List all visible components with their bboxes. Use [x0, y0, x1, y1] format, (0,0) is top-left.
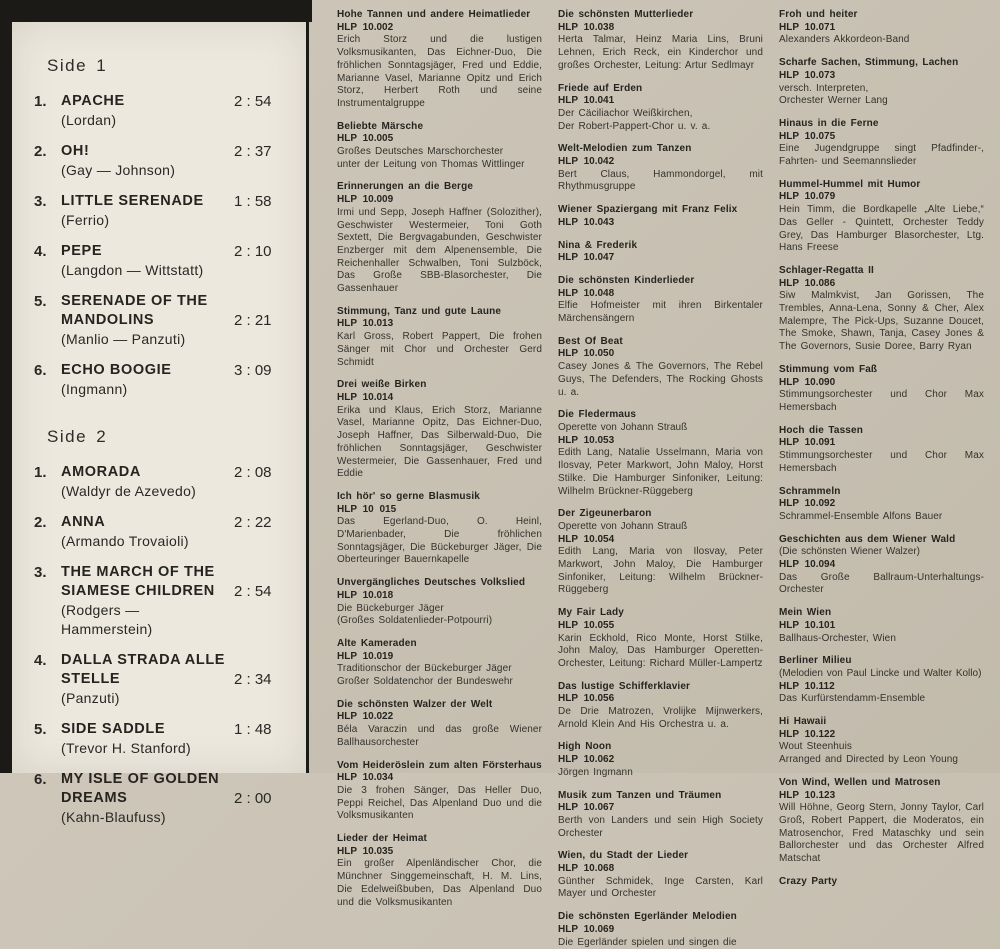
album-title: Crazy Party: [779, 875, 838, 887]
album-title: Welt-Melodien zum Tanzen: [558, 143, 692, 155]
tracklist-panel: [12, 22, 306, 825]
track-composer: (Ferrio): [61, 212, 110, 228]
track-time: 1 : 48: [234, 721, 272, 738]
album-artists: [337, 603, 542, 628]
album-artists: [558, 34, 763, 72]
catalog-entry: [337, 577, 542, 628]
artists-line: Eine Jugendgruppe singt Pfadfinder-, Fahrten- und Seemannslieder: [779, 143, 984, 168]
catalog-entry: [558, 83, 763, 134]
track-time: 2 : 21: [234, 312, 272, 329]
track-composer: (Waldyr de Azevedo): [61, 483, 197, 499]
album-artists: [558, 300, 763, 325]
artists-line: Der Robert-Pappert-Chor u. v. a.: [558, 120, 711, 132]
catalog-number: HLP 10.009: [337, 194, 394, 206]
track-row: [34, 770, 286, 827]
catalog-entry: [779, 716, 984, 767]
track-number: 6.: [34, 771, 47, 788]
catalog-entry: [779, 364, 984, 415]
track-title: ECHO BOOGIE: [61, 362, 172, 378]
album-artists: [558, 937, 763, 949]
track-info: [61, 720, 234, 758]
catalog-entry: [337, 760, 542, 824]
album-title: Erinnerungen an die Berge: [337, 181, 474, 193]
track-row: [34, 192, 286, 230]
track-title: THE MARCH OF THE SIAMESE CHILDREN: [61, 564, 215, 599]
catalog-entry: [558, 911, 763, 949]
artists-line: Elfie Hofmeister mit ihren Birkentaler Märchensängern: [558, 300, 763, 325]
album-artists: [558, 361, 763, 399]
artists-line: Orchester Werner Lang: [779, 95, 888, 107]
catalog-number: HLP 10.034: [337, 772, 394, 784]
side-label: Side 1: [47, 56, 108, 75]
track-row: [34, 651, 286, 708]
catalog-entry: [779, 655, 984, 706]
artists-line: Stimmungsorchester und Chor Max Hemersbach: [779, 450, 984, 474]
track-row: [34, 513, 286, 551]
catalog-number: HLP 10.123: [779, 789, 836, 801]
album-artists: [779, 572, 984, 597]
artists-line: Das Egerland-Duo, O. Heinl, D'Marienbader, Die fröhlichen Sonntagsjäger, Die Bückeburger Jäger, Die Oberteuringer Bauernkapelle: [337, 516, 542, 566]
track-title: MY ISLE OF GOLDEN DREAMS: [61, 771, 220, 806]
track-composer: (Ingmann): [61, 381, 128, 397]
track-composer: (Kahn-Blaufuss): [61, 809, 166, 825]
album-artists: [337, 785, 542, 823]
catalog-entry: [779, 534, 984, 598]
album-artists: [779, 693, 984, 706]
track-time: 2 : 00: [234, 790, 272, 807]
tracklist: [34, 56, 286, 827]
album-title: Scharfe Sachen, Stimmung, Lachen: [779, 57, 959, 69]
catalog-entry: [337, 491, 542, 567]
track-time: 3 : 09: [234, 362, 272, 379]
track-number: 2.: [34, 143, 47, 160]
panel-divider-line: [306, 0, 309, 773]
track-row: [34, 92, 286, 130]
album-artists: [337, 724, 542, 749]
catalog-number: HLP 10.091: [779, 437, 836, 449]
catalog-entry: [779, 265, 984, 354]
album-artists: [779, 83, 984, 108]
track-number: 5.: [34, 721, 47, 738]
artists-line: Großer Soldatenchor der Bundeswehr: [337, 676, 513, 688]
artists-line: Arranged and Directed by Leon Young: [779, 754, 959, 766]
album-title: Vom Heideröslein zum alten Försterhaus: [337, 759, 542, 771]
album-artists: [337, 516, 542, 567]
track-composer: (Lordan): [61, 112, 117, 128]
catalog-number: HLP 10.067: [558, 802, 615, 814]
album-title: Der Zigeunerbaron: [558, 508, 652, 520]
album-title: Hoch die Tassen: [779, 424, 863, 436]
album-title: High Noon: [558, 741, 612, 753]
catalog-column-3: [779, 9, 984, 887]
catalog-entry: [558, 508, 763, 597]
artists-line: (Großes Soldatenlieder-Potpourri): [337, 615, 493, 627]
album-title: Lieder der Heimat: [337, 833, 428, 845]
album-title: Ich hör' so gerne Blasmusik: [337, 490, 481, 502]
artists-line: Casey Jones & The Governors, The Rebel Guys, The Defenders, The Rocking Ghosts u. a.: [558, 361, 763, 398]
artists-line: Béla Varaczin und das große Wiener Ballhausorchester: [337, 724, 542, 748]
album-title: Geschichten aus dem Wiener Wald: [779, 533, 956, 545]
track-title: PEPE: [61, 243, 103, 259]
track-time: 1 : 58: [234, 193, 272, 210]
catalog-number: HLP 10.002: [337, 21, 394, 33]
catalog-entry: [558, 204, 763, 229]
album-artists: [558, 633, 763, 671]
track-composer: (Gay — Johnson): [61, 162, 176, 178]
artists-line: Die 3 frohen Sänger, Das Heller Duo, Peppi Reichel, Das Alpenland Duo und die Volksmusikanten: [337, 784, 542, 822]
album-title: My Fair Lady: [558, 607, 624, 619]
track-info: [61, 192, 234, 230]
album-title: Unvergängliches Deutsches Volkslied: [337, 577, 526, 589]
track-title: DALLA STRADA ALLE STELLE: [61, 652, 226, 687]
catalog-entry: [779, 118, 984, 169]
album-title: Hi Hawaii: [779, 716, 827, 728]
catalog-number: HLP 10.047: [558, 252, 615, 264]
track-number: 4.: [34, 652, 47, 669]
album-title: Die schönsten Mutterlieder: [558, 9, 694, 20]
album-title: Froh und heiter: [779, 9, 858, 20]
catalog-entry: [779, 607, 984, 645]
track-composer: (Manlio — Panzuti): [61, 331, 186, 347]
track-time: 2 : 54: [234, 93, 272, 110]
album-artists: [558, 815, 763, 840]
album-title: Hinaus in die Ferne: [779, 117, 879, 129]
album-title: Von Wind, Wellen und Matrosen: [779, 776, 941, 788]
track-info: [61, 242, 234, 280]
artists-line: Der Cäciliachor Weißkirchen,: [558, 107, 693, 119]
artists-line: Edith Lang, Natalie Usselmann, Maria von Ilosvay, Peter Markwort, John Maloy, Horst Stilke. Die Hamburger Sinfoniker, Leitung: Wilhelm Brückner-Rüggeberg: [558, 447, 763, 497]
track-row: [34, 142, 286, 180]
catalog-entry: [558, 790, 763, 841]
track-row: [34, 361, 286, 399]
catalog-number: HLP 10.055: [558, 619, 615, 631]
album-artists: [337, 858, 542, 909]
catalog-entry: [337, 699, 542, 750]
album-title: Die schönsten Walzer der Welt: [337, 698, 493, 710]
track-info: [61, 142, 234, 180]
track-title: ANNA: [61, 514, 106, 530]
catalog-entry: [558, 850, 763, 901]
album-title: Musik zum Tanzen und Träumen: [558, 789, 722, 801]
catalog-entry: [558, 275, 763, 326]
artists-line: Ein großer Alpenländischer Chor, die Münchner Singgemeinschaft, H. M. Lins, Die Edelweißbuben, Das Alpenland Duo und die Volksmusikanten: [337, 858, 542, 908]
album-artists: [779, 450, 984, 475]
track-info: [61, 292, 234, 349]
catalog-number: HLP 10.053: [558, 434, 615, 446]
artists-line: versch. Interpreten,: [779, 82, 869, 94]
catalog-number: HLP 10.050: [558, 348, 615, 360]
catalog-entry: [558, 336, 763, 400]
catalog-entry: [779, 425, 984, 476]
catalog-entry: [558, 741, 763, 779]
track-number: 6.: [34, 362, 47, 379]
catalog-entry: [779, 57, 984, 108]
catalog-column-1: [337, 9, 542, 908]
artists-line: Herta Talmar, Heinz Maria Lins, Bruni Lehnen, Erich Reck, ein Kinderchor und großes Orchester, Leitung: Artur Sedlmayr: [558, 34, 763, 71]
catalog-columns: [337, 0, 1000, 948]
catalog-number: HLP 10.062: [558, 754, 615, 766]
catalog-number: HLP 10.013: [337, 318, 394, 330]
album-artists: [779, 204, 984, 255]
album-artists: [558, 706, 763, 731]
catalog-number: HLP 10.048: [558, 287, 615, 299]
album-artists: [779, 143, 984, 168]
album-artists: [779, 741, 984, 766]
catalog-entry: [337, 181, 542, 295]
album-title: Die schönsten Kinderlieder: [558, 274, 695, 286]
track-row: [34, 563, 286, 639]
catalog-number: HLP 10.018: [337, 589, 394, 601]
track-number: 3.: [34, 564, 47, 581]
catalog-number: HLP 10.054: [558, 533, 615, 545]
artists-line: Will Höhne, Georg Stern, Jonny Taylor, Carl Groß, Robert Pappert, die Moderatos, ein Matrosenchor, Fred Mataschky und sein Ballorchester und das Orchester Alfred Matschat: [779, 802, 984, 865]
track-number: 3.: [34, 193, 47, 210]
track-title: SERENADE OF THE MANDOLINS: [61, 293, 208, 328]
catalog-entry: [558, 409, 763, 498]
album-title: Wiener Spaziergang mit Franz Felix: [558, 204, 738, 216]
album-subtitle: (Melodien von Paul Lincke und Walter Kollo): [779, 667, 982, 679]
catalog-number: HLP 10.068: [558, 863, 615, 875]
artists-line: Siw Malmkvist, Jan Gorissen, The Trembles, Anna-Lena, Sonny & Cher, Alex Malempre, The Pick-Ups, Suzanne Doucet, The Smoke, Shawn, Tanja, Casey Jones & The Governors, Susie Doree, Barry Ryan: [779, 290, 984, 353]
album-artists: [779, 290, 984, 354]
artists-line: Stimmungsorchester und Chor Max Hemersbach: [779, 389, 984, 413]
catalog-entry: [779, 777, 984, 866]
track-time: 2 : 54: [234, 583, 272, 600]
catalog-number: HLP 10.079: [779, 191, 836, 203]
track-info: [61, 513, 234, 551]
track-number: 1.: [34, 93, 47, 110]
album-title: Drei weiße Birken: [337, 379, 427, 391]
catalog-number: HLP 10.112: [779, 680, 835, 692]
catalog-entry: [558, 681, 763, 732]
track-composer: (Langdon — Wittstatt): [61, 262, 204, 278]
artists-line: Edith Lang, Maria von Ilosvay, Peter Markwort, John Maloy, Die Hamburger Sinfoniker, Leitung: Wilhelm Brückner-Rüggeberg: [558, 546, 763, 596]
artists-line: Schrammel-Ensemble Alfons Bauer: [779, 510, 943, 522]
album-artists: [779, 34, 984, 47]
album-subtitle: Operette von Johann Strauß: [558, 421, 688, 433]
track-title: LITTLE SERENADE: [61, 193, 204, 209]
album-title: Berliner Milieu: [779, 655, 852, 667]
catalog-entry: [337, 121, 542, 172]
album-title: Alte Kameraden: [337, 637, 417, 649]
album-artists: [779, 511, 984, 524]
track-title: SIDE SADDLE: [61, 721, 166, 737]
album-artists: [337, 34, 542, 110]
catalog-number: HLP 10.014: [337, 391, 394, 403]
album-artists: [337, 331, 542, 369]
album-title: Stimmung vom Faß: [779, 363, 878, 375]
album-subtitle: (Die schönsten Wiener Walzer): [779, 546, 921, 558]
catalog-entry: [337, 379, 542, 481]
track-composer: (Rodgers — Hammerstein): [61, 602, 153, 637]
catalog-number: HLP 10 015: [337, 503, 397, 515]
artists-line: Die Egerländer spielen und singen die: [558, 936, 737, 948]
track-composer: (Trevor H. Stanford): [61, 740, 191, 756]
track-info: [61, 463, 234, 501]
catalog-entry: [779, 486, 984, 524]
album-title: Best Of Beat: [558, 335, 623, 347]
album-artists: [337, 207, 542, 296]
track-time: 2 : 37: [234, 143, 272, 160]
track-time: 2 : 10: [234, 243, 272, 260]
artists-line: Alexanders Akkordeon-Band: [779, 34, 910, 46]
artists-line: De Drie Matrozen, Vrolijke Mijnwerkers, Arnold Klein And His Orchestra u. a.: [558, 706, 763, 730]
track-composer: (Armando Trovaioli): [61, 533, 189, 549]
artists-line: Das Kurfürstendamm-Ensemble: [779, 693, 926, 705]
artists-line: Hein Timm, die Bordkapelle „Alte Liebe,“ Das Geller - Quintett, Orchester Teddy Grey, Das Hamburger Blasorchester, Ltg. Hans Freese: [779, 204, 984, 254]
track-composer: (Panzuti): [61, 690, 120, 706]
catalog-number: HLP 10.069: [558, 923, 615, 935]
catalog-entry: [337, 306, 542, 370]
catalog-number: HLP 10.035: [337, 845, 394, 857]
track-info: [61, 651, 234, 708]
album-title: Mein Wien: [779, 607, 832, 619]
catalog-entry: [337, 9, 542, 111]
artists-line: Erich Storz und die lustigen Volksmusikanten, Das Eichner-Duo, Die fröhlichen Sonntagsjäger, Fred und Eddie, Marianne Vasel, Marianne Opitz und Erich Storz, Herbert Roth und seine Instrumentalgruppe: [337, 34, 542, 109]
catalog-entry: [779, 9, 984, 47]
catalog-number: HLP 10.073: [779, 69, 836, 81]
album-title: Schlager-Regatta II: [779, 264, 874, 276]
album-title: Beliebte Märsche: [337, 120, 424, 132]
catalog-number: HLP 10.101: [779, 619, 836, 631]
album-artists: [558, 546, 763, 597]
track-number: 5.: [34, 293, 47, 310]
catalog-number: HLP 10.043: [558, 216, 615, 228]
album-title: Schrammeln: [779, 485, 841, 497]
artists-line: Berth von Landers und sein High Society Orchester: [558, 814, 763, 839]
catalog-entry: [337, 833, 542, 909]
artists-line: Bert Claus, Hammondorgel, mit Rhythmusgruppe: [558, 168, 763, 193]
track-number: 2.: [34, 514, 47, 531]
album-title: Hohe Tannen und andere Heimatlieder: [337, 9, 531, 20]
catalog-entry: [558, 240, 763, 265]
catalog-entry: [779, 876, 984, 889]
album-title: Wien, du Stadt der Lieder: [558, 850, 689, 862]
catalog-number: HLP 10.041: [558, 95, 615, 107]
catalog-number: HLP 10.019: [337, 650, 394, 662]
artists-line: Die Bückeburger Jäger: [337, 602, 444, 614]
catalog-number: HLP 10.038: [558, 21, 615, 33]
track-row: [34, 463, 286, 501]
album-artists: [558, 169, 763, 194]
album-artists: [779, 633, 984, 646]
album-subtitle: Operette von Johann Strauß: [558, 520, 688, 532]
album-artists: [558, 767, 763, 780]
track-time: 2 : 08: [234, 464, 272, 481]
artists-line: Karl Gross, Robert Pappert, Die frohen Sänger mit Chor und Orchester Gerd Schmidt: [337, 331, 542, 368]
track-time: 2 : 22: [234, 514, 272, 531]
album-title: Die schönsten Egerländer Melodien: [558, 911, 737, 923]
album-title: Friede auf Erden: [558, 82, 643, 94]
track-info: [61, 563, 234, 639]
artists-line: Jörgen Ingmann: [558, 766, 633, 778]
catalog-entry: [779, 179, 984, 255]
catalog-entry: [337, 638, 542, 689]
catalog-column-2: [558, 9, 763, 948]
sleeve-left-edge: [0, 0, 12, 773]
catalog-entry: [558, 9, 763, 73]
catalog-number: HLP 10.086: [779, 277, 836, 289]
catalog-number: HLP 10.005: [337, 133, 394, 145]
artists-line: Günther Schmidek, Inge Carsten, Karl Mayer und Orchester: [558, 875, 763, 900]
album-artists: [779, 802, 984, 866]
artists-line: unter der Leitung von Thomas Wittlinger: [337, 158, 525, 170]
album-title: Nina & Frederik: [558, 239, 638, 251]
track-row: [34, 292, 286, 349]
sleeve-top-edge: [0, 0, 312, 22]
catalog-number: HLP 10.094: [779, 559, 836, 571]
track-title: APACHE: [61, 93, 125, 109]
album-title: Die Fledermaus: [558, 409, 637, 421]
album-artists: [558, 447, 763, 498]
album-title: Hummel-Hummel mit Humor: [779, 178, 921, 190]
catalog-number: HLP 10.122: [779, 728, 836, 740]
track-title: OH!: [61, 143, 90, 159]
track-number: 1.: [34, 464, 47, 481]
track-row: [34, 720, 286, 758]
album-title: Stimmung, Tanz und gute Laune: [337, 305, 502, 317]
album-artists: [337, 146, 542, 171]
catalog-number: HLP 10.071: [779, 21, 836, 33]
artists-line: Das Große Ballraum-Unterhaltungs-Orchester: [779, 571, 984, 596]
catalog-number: HLP 10.056: [558, 693, 615, 705]
track-number: 4.: [34, 243, 47, 260]
side-section: [34, 427, 286, 827]
track-info: [61, 770, 234, 827]
artists-line: Ballhaus-Orchester, Wien: [779, 632, 896, 644]
track-time: 2 : 34: [234, 671, 272, 688]
catalog-number: HLP 10.090: [779, 376, 836, 388]
artists-line: Traditionschor der Bückeburger Jäger: [337, 663, 512, 675]
album-artists: [337, 405, 542, 481]
catalog-number: HLP 10.042: [558, 156, 615, 168]
catalog-number: HLP 10.022: [337, 711, 394, 723]
catalog-number: HLP 10.075: [779, 130, 836, 142]
side-label: Side 2: [47, 427, 108, 446]
album-artists: [337, 663, 542, 688]
album-title: Das lustige Schifferklavier: [558, 680, 691, 692]
artists-line: Großes Deutsches Marschorchester: [337, 146, 504, 158]
artists-line: Wout Steenhuis: [779, 741, 853, 753]
catalog-entry: [558, 143, 763, 194]
artists-line: Erika und Klaus, Erich Storz, Marianne Vasel, Marianne Opitz, Das Eichner-Duo, Joseph Haffner, Das Silberwald-Duo, Die fröhlichen Sonntagsjäger, Geschwister Westermeier, Die Gassenhauer, Fred und Eddie: [337, 404, 542, 480]
track-title: AMORADA: [61, 464, 141, 480]
track-row: [34, 242, 286, 280]
artists-line: Karin Eckhold, Rico Monte, Horst Stilke, John Maloy, Das Hamburger Operetten-Orchester, Leitung: Richard Müller-Lampertz: [558, 632, 763, 669]
track-info: [61, 361, 234, 399]
catalog-entry: [558, 607, 763, 671]
track-info: [61, 92, 234, 130]
album-artists: [779, 389, 984, 414]
album-artists: [558, 876, 763, 901]
artists-line: Irmi und Sepp, Joseph Haffner (Solozither), Geschwister Westermeier, Toni Goth Sextett, Die Bergvagabunden, Geschwister Enzberger mit dem Alpenensemble, Die Reichenhaller Schwalben, Toni Sulzböck, Das Große SBB-Blasorchester, Die Gassenhauer: [337, 206, 542, 295]
side-section: [34, 56, 286, 399]
catalog-number: HLP 10.092: [779, 498, 836, 510]
album-artists: [558, 108, 763, 133]
